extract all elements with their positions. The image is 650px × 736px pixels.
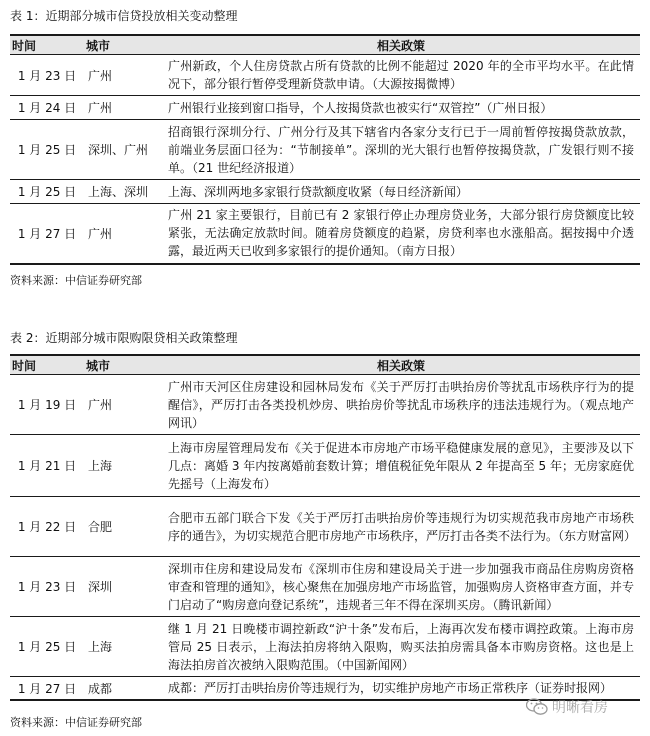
row-policy: 成都：严厉打击哄抬房价等违规行为，切实维护房地产市场正常秩序（证券时报网） bbox=[162, 677, 640, 701]
row-date: 1 月 25 日 bbox=[10, 617, 84, 677]
row-date: 1 月 25 日 bbox=[10, 120, 84, 180]
table1-caption: 表 1：近期部分城市信贷投放相关变动整理 bbox=[10, 9, 238, 23]
watermark-label: 明晰看房 bbox=[552, 700, 608, 716]
table2-source: 资料来源：中信证券研究部 bbox=[10, 716, 142, 729]
row-date: 1 月 27 日 bbox=[10, 204, 84, 264]
row-policy: 广州 21 家主要银行，目前已有 2 家银行停止办理房贷业务，大部分银行房贷额度比较紧张，无法确定放款时间。随着房贷额度的趋紧，房贷利率也水涨船高。据按揭中介透露，最近两天已收到多家银行的提价通知。（南方日报） bbox=[162, 204, 640, 264]
table-row bbox=[10, 204, 640, 264]
row-policy: 招商银行深圳分行、广州分行及其下辖省内各家分支行已于一周前暂停按揭贷款放款，前端业务层面口径为：“节制接单”。深圳的光大银行也暂停按揭贷款，广发银行则不接单。（21 世纪经济报道） bbox=[162, 120, 640, 180]
row-city: 合肥 bbox=[84, 497, 162, 557]
header-city: 城市 bbox=[84, 35, 162, 55]
row-policy: 广州新政，个人住房贷款占所有贷款的比例不能超过 2020 年的全市平均水平。在此情况下，部分银行暂停受理新贷款申请。（大源按揭微博） bbox=[162, 55, 640, 96]
table-row bbox=[10, 497, 640, 557]
row-city: 广州 bbox=[84, 96, 162, 120]
row-policy: 上海、深圳两地多家银行贷款额度收紧（每日经济新闻） bbox=[162, 180, 640, 204]
wechat-icon bbox=[526, 698, 548, 716]
row-city: 广州 bbox=[84, 375, 162, 435]
row-city: 深圳 bbox=[84, 557, 162, 617]
row-date: 1 月 19 日 bbox=[10, 375, 84, 435]
row-city: 成都 bbox=[84, 677, 162, 701]
row-city: 上海 bbox=[84, 617, 162, 677]
row-policy: 合肥市五部门联合下发《关于严厉打击哄抬房价等违规行为切实规范我市房地产市场秩序的通告》，为切实规范合肥市房地产市场秩序，严厉打击各类不法行为。（东方财富网） bbox=[162, 497, 640, 557]
table2-header-row bbox=[10, 355, 640, 375]
row-city: 深圳、广州 bbox=[84, 120, 162, 180]
header-policy: 相关政策 bbox=[162, 355, 640, 375]
table2-caption: 表 2：近期部分城市限购限贷相关政策整理 bbox=[10, 331, 238, 345]
row-policy: 深圳市住房和建设局发布《深圳市住房和建设局关于进一步加强我市商品住房购房资格审查和管理的通知》，核心聚焦在加强房地产市场监管，加强购房人资格审查方面，并专门启动了“购房意向登记系统”，违规者三年不得在深圳买房。（腾讯新闻） bbox=[162, 557, 640, 617]
row-city: 上海 bbox=[84, 435, 162, 497]
header-date: 时间 bbox=[10, 35, 84, 55]
row-policy: 上海市房屋管理局发布《关于促进本市房地产市场平稳健康发展的意见》，主要涉及以下几点：离婚 3 年内按离婚前套数计算；增值税征免年限从 2 年提高至 5 年；无房家庭优先摇号（上海发布） bbox=[162, 435, 640, 497]
table1 bbox=[10, 34, 640, 265]
table-row bbox=[10, 120, 640, 180]
table-row bbox=[10, 55, 640, 96]
table-row bbox=[10, 435, 640, 497]
table-row bbox=[10, 96, 640, 120]
row-date: 1 月 23 日 bbox=[10, 557, 84, 617]
table1-header-row bbox=[10, 35, 640, 55]
row-date: 1 月 22 日 bbox=[10, 497, 84, 557]
table-row bbox=[10, 375, 640, 435]
row-date: 1 月 23 日 bbox=[10, 55, 84, 96]
row-city: 上海、深圳 bbox=[84, 180, 162, 204]
table2 bbox=[10, 354, 640, 701]
row-date: 1 月 25 日 bbox=[10, 180, 84, 204]
row-policy: 继 1 月 21 日晚楼市调控新政“沪十条”发布后，上海再次发布楼市调控政策。上海市房管局 25 日表示，上海法拍房将纳入限购，购买法拍房需具备本市购房资格。这也是上海法拍房首次被纳入限购范围。（中国新闻网） bbox=[162, 617, 640, 677]
header-date: 时间 bbox=[10, 355, 84, 375]
header-policy: 相关政策 bbox=[162, 35, 640, 55]
row-date: 1 月 27 日 bbox=[10, 677, 84, 701]
table-row bbox=[10, 180, 640, 204]
row-policy: 广州市天河区住房建设和园林局发布《关于严厉打击哄抬房价等扰乱市场秩序行为的提醒信》，严厉打击各类投机炒房、哄抬房价等扰乱市场秩序的违法违规行为。（观点地产网讯） bbox=[162, 375, 640, 435]
table-row bbox=[10, 557, 640, 617]
header-city: 城市 bbox=[84, 355, 162, 375]
table1-source: 资料来源：中信证券研究部 bbox=[10, 274, 142, 287]
row-city: 广州 bbox=[84, 55, 162, 96]
row-date: 1 月 24 日 bbox=[10, 96, 84, 120]
row-date: 1 月 21 日 bbox=[10, 435, 84, 497]
row-city: 广州 bbox=[84, 204, 162, 264]
watermark bbox=[526, 697, 608, 717]
table-row bbox=[10, 617, 640, 677]
row-policy: 广州银行业接到窗口指导，个人按揭贷款也被实行“双管控”（广州日报） bbox=[162, 96, 640, 120]
